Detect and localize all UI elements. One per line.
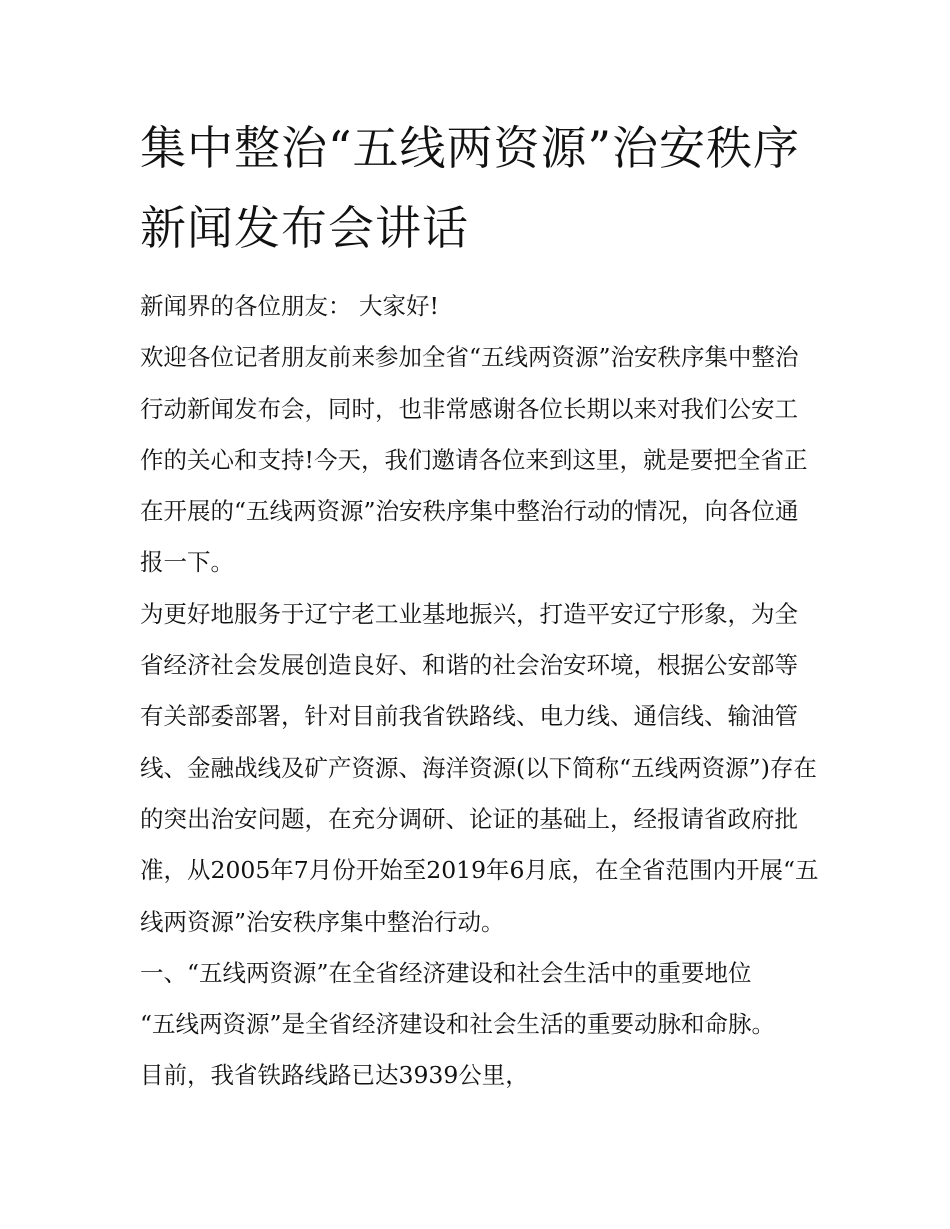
section-heading-1: 一、“五线两资源”在全省经济建设和社会生活中的重要地位	[140, 958, 752, 987]
paragraph-importance: “五线两资源”是全省经济建设和社会生活的重要动脉和命脉。	[140, 1010, 776, 1039]
document-title: 集中整治“五线两资源”治安秩序新闻发布会讲话	[140, 121, 801, 255]
paragraph-welcome: 欢迎各位记者朋友前来参加全省“五线两资源”治安秩序集中整治行动新闻发布会，同时，也非常感谢各位长期以来对我们公安工作的关心和支持!今天，我们邀请各位来到这里，就是要把全省正在开展的“五线两资源”治安秩序集中整治行动的情况，向各位通报一下。	[140, 343, 808, 577]
paragraph-greeting: 新闻界的各位朋友： 大家好!	[140, 292, 439, 320]
paragraph-background: 为更好地服务于辽宁老工业基地振兴，打造平安辽宁形象，为全省经济社会发展创造良好、和谐的社会治安环境，根据公安部等有关部委部署，针对目前我省铁路线、电力线、通信线、输油管线、金融战线及矿产资源、海洋资源(以下简称“五线两资源”)存在的突出治安问题，在充分调研、论证的基础上，经报请省政府批准，从2005年7月份开始至2019年6月底，在全省范围内开展“五线两资源”治安秩序集中整治行动。	[140, 599, 819, 936]
paragraph-railway: 目前，我省铁路线路已达3939公里，	[140, 1061, 529, 1090]
document-body	[140, 281, 820, 1102]
